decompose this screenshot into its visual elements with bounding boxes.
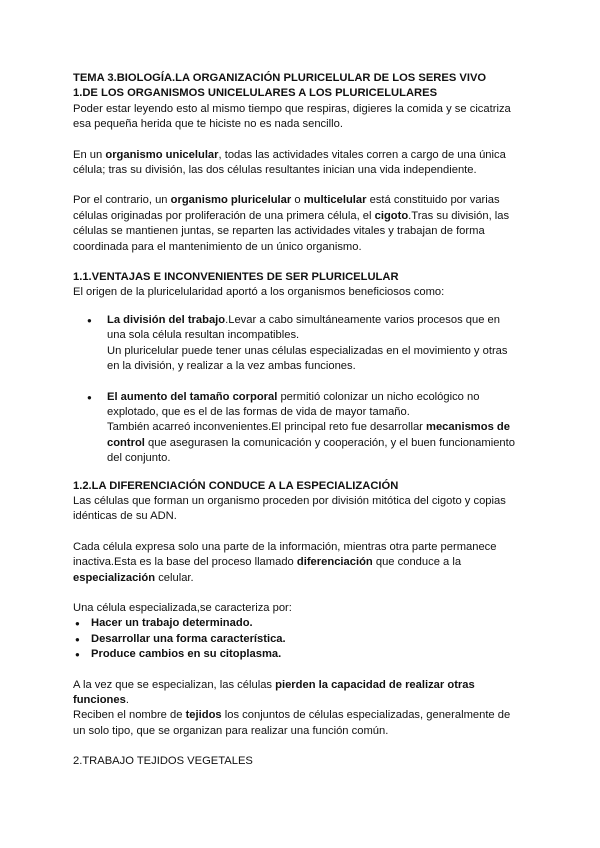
section-1-2-p3: Una célula especializada,se caracteriza por: bbox=[73, 601, 292, 614]
list-item: ● El aumento del tamaño corporal permitió colonizar un nicho ecológico no explotado, que es el de las formas de vida de mayor tamaño. También acarreó inconvenientes.El principal reto fue desarrollar mecanismos de control que asegurasen la comunicación y cooperación, y el buen funcionamiento del conjunto. bbox=[73, 390, 520, 467]
section-1-1-intro: El origen de la pluricelularidad aportó a los organismos beneficiosos como: bbox=[73, 286, 445, 299]
unicellular-paragraph: En un organismo unicelular, todas las actividades vitales corren a cargo de una única célula; tras su división, las dos células resultantes inician una vida independiente. bbox=[73, 148, 506, 177]
list-item: ● Produce cambios en su citoplasma. bbox=[73, 647, 520, 662]
list-item: ● Hacer un trabajo determinado. bbox=[73, 616, 520, 631]
advantages-list bbox=[73, 313, 520, 467]
section-1-title: 1.DE LOS ORGANISMOS UNICELULARES A LOS PLURICELULARES bbox=[73, 87, 438, 100]
section-1-2-p2: Cada célula expresa solo una parte de la información, mientras otra parte permanece inactiva.Esta es la base del proceso llamado diferenciación que conduce a la especialización celular. bbox=[73, 540, 497, 584]
features-list bbox=[73, 616, 520, 662]
section-2-heading: 2.TRABAJO TEJIDOS VEGETALES bbox=[73, 755, 253, 768]
list-item: ● Desarrollar una forma característica. bbox=[73, 632, 520, 647]
section-1-1-heading: 1.1.VENTAJAS E INCONVENIENTES DE SER PLURICELULAR bbox=[73, 271, 399, 284]
section-1-2-heading: 1.2.LA DIFERENCIACIÓN CONDUCE A LA ESPECIALIZACIÓN bbox=[73, 479, 399, 492]
list-item: ● La división del trabajo.Levar a cabo simultáneamente varios procesos que en una sola célula resultan incompatibles. Un pluricelular puede tener unas células especializadas en el movimiento y otras en la división, y realizar a la vez ambas funciones. bbox=[73, 313, 520, 375]
section-1-2-p5: Reciben el nombre de tejidos los conjuntos de células especializadas, generalmente de un solo tipo, que se organizan para realizar una función común. bbox=[73, 709, 511, 737]
intro-paragraph: Poder estar leyendo esto al mismo tiempo que respiras, digieres la comida y se cicatriza esa pequeña herida que te hiciste no es nada sencillo. bbox=[73, 102, 511, 131]
document-title: TEMA 3.BIOLOGÍA.LA ORGANIZACIÓN PLURICELULAR DE LOS SERES VIVO bbox=[73, 72, 487, 84]
section-1-2-p4: A la vez que se especializan, las células pierden la capacidad de realizar otras funciones. bbox=[73, 678, 475, 706]
multicellular-paragraph: Por el contrario, un organismo pluricelular o multicelular está constituido por varias células originadas por proliferación de una primera célula, el cigoto.Tras su división, las células se mantienen juntas, se reparten las actividades vitales y trabajan de forma coordinada para el mantenimiento de un único organismo. bbox=[73, 194, 510, 253]
section-1-2-p1: Las células que forman un organismo proceden por división mitótica del cigoto y copias idénticas de su ADN. bbox=[73, 494, 506, 523]
